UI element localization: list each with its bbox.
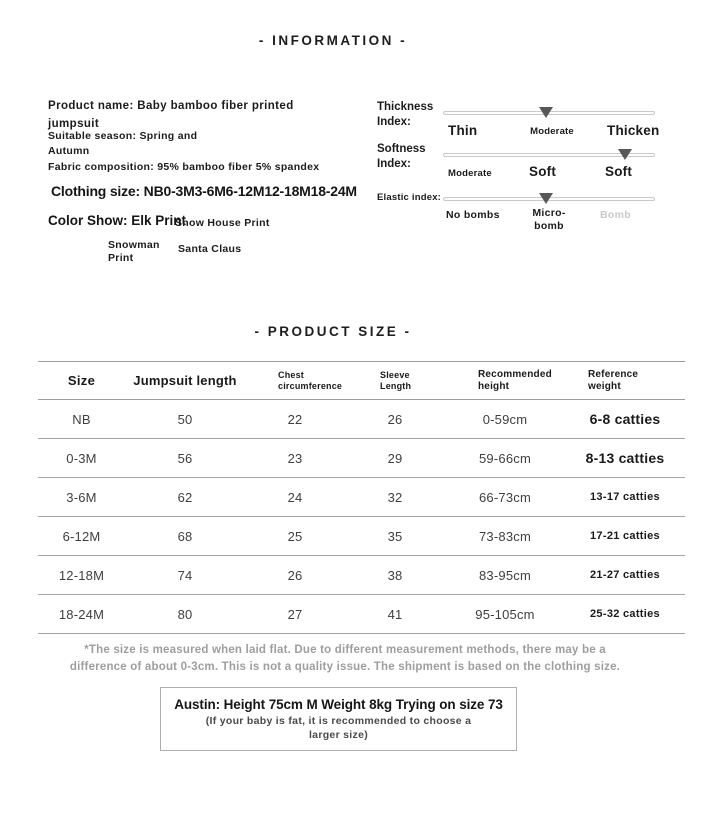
cell-sleeve: 41 <box>387 606 403 622</box>
cell-weight: 17-21 catties <box>590 530 660 542</box>
elastic-marker-icon <box>539 193 553 204</box>
cell-weight: 6-8 catties <box>589 411 661 427</box>
product-info-block <box>48 97 378 264</box>
index-sliders-block <box>377 0 677 240</box>
model-note-line2: larger size) <box>308 728 369 741</box>
color-option-snow-house-print: Snow House Print <box>175 217 270 229</box>
thickness-label-line2: Index: <box>377 116 411 128</box>
information-section-title: - INFORMATION - <box>258 33 408 48</box>
size-measurement-footnote <box>0 642 690 676</box>
cell-chest: 24 <box>287 489 303 505</box>
header-chest-circumference: Chest circumference <box>278 370 343 391</box>
color-option-snowman-print: Snowman Print <box>108 239 160 264</box>
thickness-slider <box>443 98 655 122</box>
cell-chest: 22 <box>287 411 303 427</box>
header-reference-weight: Reference weight <box>588 368 639 392</box>
cell-jumpsuit-length: 50 <box>177 411 193 427</box>
softness-option-soft-high: Soft <box>605 164 633 179</box>
softness-label-line1: Softness <box>377 143 426 155</box>
cell-jumpsuit-length: 74 <box>177 567 193 583</box>
table-row <box>38 400 685 439</box>
clothing-size: Clothing size: NB0-3M3-6M6-12M12-18M18-24M <box>51 183 357 199</box>
cell-size: 6-12M <box>62 528 101 544</box>
footnote-line2: difference of about 0-3cm. This is not a quality issue. The shipment is based on the clothing size. <box>69 661 621 673</box>
cell-size: 18-24M <box>58 606 105 622</box>
cell-size: 12-18M <box>58 567 105 583</box>
cell-weight: 25-32 catties <box>590 608 660 620</box>
cell-jumpsuit-length: 80 <box>177 606 193 622</box>
cell-weight: 21-27 catties <box>590 569 660 581</box>
elastic-option-no-bombs: No bombs <box>446 209 500 221</box>
softness-option-moderate: Moderate <box>448 168 492 179</box>
suitable-season <box>48 129 197 159</box>
thickness-option-thicken: Thicken <box>607 123 660 138</box>
cell-weight: 13-17 catties <box>590 491 660 503</box>
product-name-line1: Product name: Baby bamboo fiber printed <box>48 100 294 112</box>
product-name-line2: jumpsuit <box>48 118 100 130</box>
size-table <box>38 361 685 634</box>
cell-height: 83-95cm <box>479 567 531 583</box>
cell-chest: 25 <box>287 528 303 544</box>
elastic-index-row <box>377 188 677 234</box>
color-show-block <box>48 213 378 273</box>
header-recommended-height: Recommended height <box>478 368 552 392</box>
model-note-line1: (If your baby is fat, it is recommended to choose a <box>205 715 472 727</box>
cell-sleeve: 38 <box>387 567 403 583</box>
cell-chest: 27 <box>287 606 303 622</box>
season-line1: Suitable season: Spring and <box>48 130 198 142</box>
table-row <box>38 478 685 517</box>
softness-index-label <box>377 142 426 172</box>
thickness-index-label <box>377 100 433 130</box>
thickness-marker-icon <box>539 107 553 118</box>
color-show-label: Color Show: Elk Print <box>48 213 187 228</box>
cell-sleeve: 29 <box>387 450 403 466</box>
cell-height: 66-73cm <box>479 489 531 505</box>
cell-height: 95-105cm <box>475 606 535 622</box>
header-jumpsuit-length: Jumpsuit length <box>133 373 237 388</box>
footnote-line1: *The size is measured when laid flat. Due to different measurement methods, there may be a <box>84 644 606 656</box>
cell-height: 73-83cm <box>479 528 531 544</box>
elastic-option-micro-bomb: Micro-bomb <box>532 207 566 232</box>
table-row <box>38 595 685 634</box>
cell-chest: 26 <box>287 567 303 583</box>
cell-height: 59-66cm <box>479 450 531 466</box>
softness-index-row <box>377 140 677 186</box>
cell-height: 0-59cm <box>482 411 528 427</box>
cell-sleeve: 35 <box>387 528 403 544</box>
model-fitting-info: Austin: Height 75cm M Weight 8kg Trying on size 73 <box>174 697 503 712</box>
thickness-option-thin: Thin <box>448 123 478 138</box>
cell-weight: 8-13 catties <box>585 450 665 466</box>
table-row <box>38 517 685 556</box>
cell-sleeve: 32 <box>387 489 403 505</box>
product-name <box>48 97 378 133</box>
elastic-index-label: Elastic index: <box>377 192 442 203</box>
thickness-label-line1: Thickness <box>377 101 434 113</box>
softness-label-line2: Index: <box>377 158 411 170</box>
color-option-santa-claus: Santa Claus <box>178 243 242 255</box>
cell-jumpsuit-length: 56 <box>177 450 193 466</box>
thickness-option-moderate: Moderate <box>530 126 574 137</box>
table-row <box>38 556 685 595</box>
cell-jumpsuit-length: 62 <box>177 489 193 505</box>
cell-size: 3-6M <box>66 489 97 505</box>
cell-jumpsuit-length: 68 <box>177 528 193 544</box>
thickness-index-row <box>377 98 677 144</box>
table-row <box>38 439 685 478</box>
fabric-composition: Fabric composition: 95% bamboo fiber 5% spandex <box>48 161 320 173</box>
softness-option-soft-mid: Soft <box>529 164 557 179</box>
cell-sleeve: 26 <box>387 411 403 427</box>
header-size: Size <box>67 373 96 388</box>
softness-marker-icon <box>618 149 632 160</box>
season-line2: Autumn <box>48 145 90 157</box>
cell-size: 0-3M <box>66 450 97 466</box>
header-sleeve-length: Sleeve Length <box>380 370 412 391</box>
cell-size: NB <box>72 411 91 427</box>
elastic-option-bomb: Bomb <box>600 209 631 221</box>
model-fitting-box <box>160 687 517 751</box>
cell-chest: 23 <box>287 450 303 466</box>
model-fitting-note <box>161 715 516 742</box>
table-header-row <box>38 362 685 400</box>
product-size-section-title: - PRODUCT SIZE - <box>254 324 412 339</box>
softness-slider <box>443 140 655 164</box>
